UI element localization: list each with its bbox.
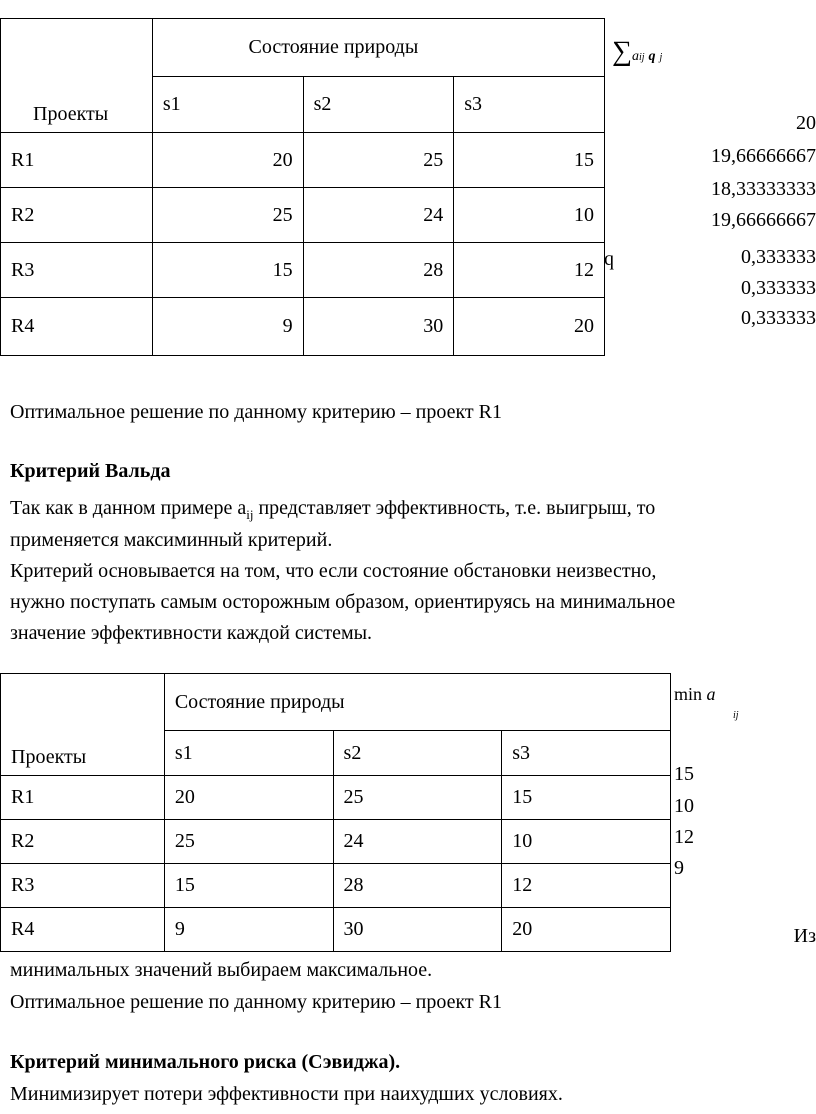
cell-value: 20	[502, 908, 671, 952]
min-label: min	[674, 684, 703, 704]
formula-a: a	[706, 684, 716, 704]
cell-value: 28	[303, 243, 454, 298]
header-nature-state: Состояние природы	[152, 19, 604, 77]
formula-j: j	[659, 52, 663, 63]
cell-value: 10	[502, 820, 671, 864]
table-row	[1, 776, 671, 820]
optimal-solution-1: Оптимальное решение по данному критерию – проект R1	[10, 401, 503, 423]
header-s2: s2	[303, 77, 454, 133]
row-name: R3	[1, 864, 165, 908]
wald-paragraph-2-line-3: значение эффективности каждой системы.	[10, 622, 373, 644]
header-s3: s3	[454, 77, 605, 133]
wald-paragraph-2-line-2: нужно поступать самым осторожным образом, ориентируясь на минимальное	[10, 591, 676, 613]
savage-heading: Критерий минимального риска (Сэвиджа).	[10, 1051, 401, 1073]
minvals-line: минимальных значений выбираем максимальное.	[10, 959, 433, 981]
row-name: R1	[1, 133, 153, 188]
criterion-table-1	[0, 18, 605, 356]
cell-value: 25	[152, 188, 303, 243]
row-name: R3	[1, 243, 153, 298]
wald-paragraph-1-line-1	[10, 494, 655, 529]
table-row	[1, 820, 671, 864]
cell-value: 25	[303, 133, 454, 188]
min-formula	[674, 684, 716, 705]
criterion-table-2	[0, 673, 671, 952]
table-row	[1, 908, 671, 952]
row-name: R2	[1, 820, 165, 864]
weighted-sum-r3: 18,33333333	[711, 178, 816, 200]
header-projects: Проекты	[1, 674, 165, 776]
savage-text: Минимизирует потери эффективности при наихудших условиях.	[10, 1083, 563, 1105]
formula-ij: ij	[638, 52, 645, 63]
from-word: Из	[793, 925, 816, 947]
min-value-r4: 9	[674, 857, 684, 879]
cell-value: 15	[454, 133, 605, 188]
optimal-solution-2: Оптимальное решение по данному критерию – проект R1	[10, 991, 503, 1013]
q-value: 0,333333	[741, 246, 816, 268]
wald-text: представляет эффективность, т.е. выигрыш, то	[253, 497, 656, 519]
cell-value: 9	[164, 908, 333, 952]
table-row	[1, 243, 605, 298]
header-s1: s1	[164, 731, 333, 776]
min-value-r1: 15	[674, 763, 694, 785]
cell-value: 15	[164, 864, 333, 908]
subscript-ij: ij	[246, 507, 254, 522]
cell-value: 9	[152, 298, 303, 356]
wald-paragraph-2-line-1: Критерий основывается на том, что если состояние обстановки неизвестно,	[10, 560, 657, 582]
cell-value: 25	[164, 820, 333, 864]
cell-value: 24	[333, 820, 502, 864]
weighted-sum-r1: 20	[796, 112, 816, 134]
row-name: R2	[1, 188, 153, 243]
cell-value: 10	[454, 188, 605, 243]
cell-value: 30	[333, 908, 502, 952]
cell-value: 24	[303, 188, 454, 243]
cell-value: 12	[502, 864, 671, 908]
header-s1: s1	[152, 77, 303, 133]
cell-value: 28	[333, 864, 502, 908]
cell-value: 15	[152, 243, 303, 298]
header-nature-state: Состояние природы	[164, 674, 670, 731]
table-row	[1, 133, 605, 188]
header-s2: s2	[333, 731, 502, 776]
row-name: R4	[1, 298, 153, 356]
cell-value: 12	[454, 243, 605, 298]
cell-value: 25	[333, 776, 502, 820]
table-row	[1, 864, 671, 908]
wald-paragraph-1-line-2: применяется максиминный критерий.	[10, 529, 333, 551]
cell-value: 20	[152, 133, 303, 188]
q-value: 0,333333	[741, 277, 816, 299]
weighted-sum-r2: 19,66666667	[711, 145, 816, 167]
q-label: q	[604, 248, 614, 270]
q-value: 0,333333	[741, 307, 816, 329]
cell-value: 20	[164, 776, 333, 820]
row-name: R1	[1, 776, 165, 820]
header-s3: s3	[502, 731, 671, 776]
table-row	[1, 298, 605, 356]
sum-symbol: ∑	[612, 36, 632, 67]
table-row	[1, 188, 605, 243]
sum-formula	[612, 36, 662, 68]
cell-value: 15	[502, 776, 671, 820]
header-projects: Проекты	[1, 19, 153, 133]
formula-ij: ij	[733, 710, 739, 721]
wald-heading: Критерий Вальда	[10, 460, 171, 482]
weighted-sum-r4: 19,66666667	[711, 209, 816, 231]
min-value-r2: 10	[674, 795, 694, 817]
wald-text: Так как в данном примере a	[10, 497, 247, 519]
row-name: R4	[1, 908, 165, 952]
min-value-r3: 12	[674, 826, 694, 848]
cell-value: 20	[454, 298, 605, 356]
cell-value: 30	[303, 298, 454, 356]
formula-a: a	[631, 49, 639, 64]
formula-q: q	[648, 49, 656, 64]
